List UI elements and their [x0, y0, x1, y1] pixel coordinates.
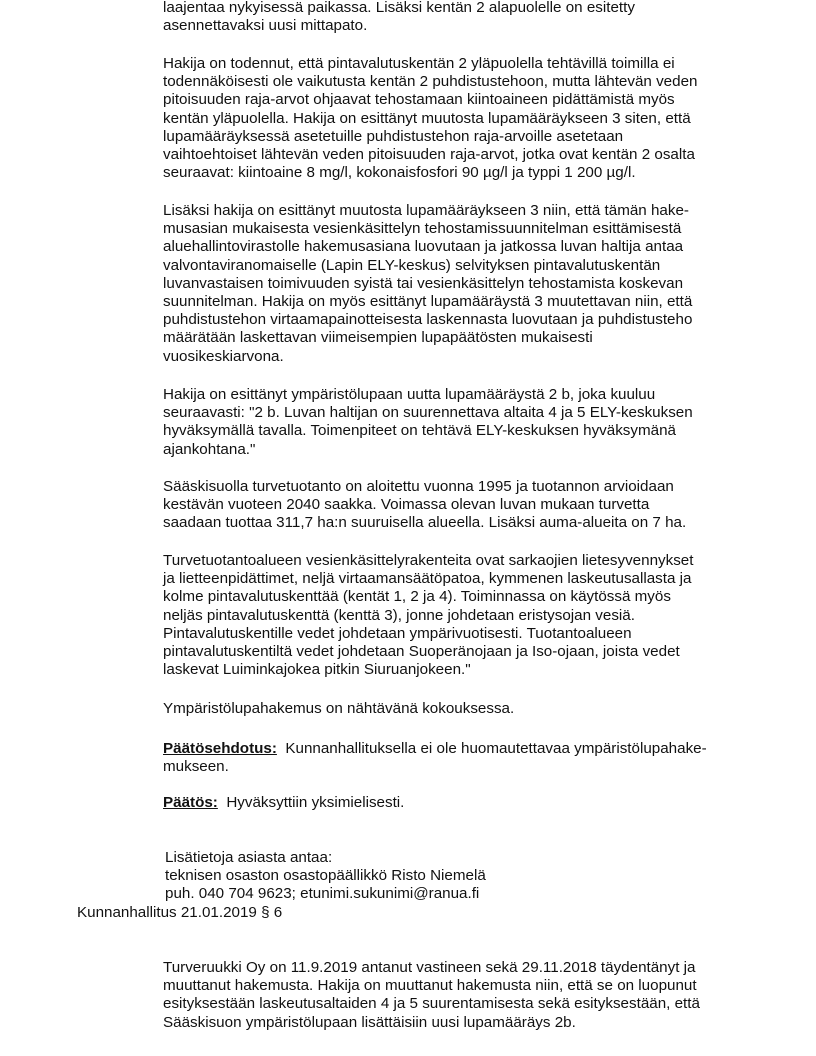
text-line: pintavalutuskentiltä vedet johdetaan Suoperänojaan ja Iso-ojaan, joista vedet [163, 643, 680, 661]
text-line [163, 794, 763, 812]
paragraph-raja-arvot [163, 55, 763, 182]
text-line: Turvetuotantoalueen vesienkäsittelyrakenteita ovat sarkaojien lietesyvennykset [163, 552, 694, 569]
text-line: Hakija on todennut, että pintavalutuskentän 2 yläpuolella tehtävillä toimilla ei [163, 55, 675, 72]
text-line: aluehallintovirastolle hakemusasiana luovutaan ja jatkossa luvan haltija antaa [163, 238, 684, 256]
text-line: vuosikeskiarvona. [163, 347, 284, 365]
text-line: Pintavalutuskentille vedet johdetaan ympärivuotisesti. Tuotantoalueen [163, 624, 632, 642]
paragraph-lupamaarays-3 [163, 202, 763, 366]
decision [163, 794, 763, 812]
text-line: seuraavat: kiintoaine 8 mg/l, kokonaisfosfori 90 µg/l ja typpi 1 200 µg/l. [163, 164, 636, 182]
text-line: Sääskisuon ympäristölupaan lisättäisiin uusi lupamääräys 2b. [163, 1013, 576, 1031]
text-line: kentän yläpuolella. Hakija on esittänyt muutosta lupamääräykseen 3 siten, että [163, 109, 691, 127]
text-line: Ympäristölupahakemus on nähtävänä kokouksessa. [163, 700, 515, 717]
text-line: neljäs pintavalutuskenttä (kenttä 3), jonne johdetaan eristysojan vesiä. [163, 606, 635, 624]
proposal-text: Kunnanhallituksella ei ole huomautettavaa ympäristölupahake- [285, 740, 707, 757]
decision-text: Hyväksyttiin yksimielisesti. [226, 794, 405, 811]
paragraph-nahtavana [163, 700, 763, 718]
text-line: Sääskisuolla turvetuotanto on aloitettu vuonna 1995 ja tuotannon arvioidaan [163, 478, 674, 495]
contact-intro: Lisätietoja asiasta antaa: [165, 849, 333, 866]
proposal-label: Päätösehdotus: [163, 740, 277, 757]
paragraph-turvetuotanto [163, 478, 763, 533]
text-line: musasian mukaisesta vesienkäsittelyn tehostamissuunnitelman esittämisestä [163, 220, 682, 238]
text-line: hyväksymällä tavalla. Toimenpiteet on tehtävä ELY-keskuksen hyväksymänä [163, 422, 676, 440]
paragraph-lupamaarays-2b [163, 386, 763, 459]
text-line: määrätään laskettavan viimeisempien lupapäätösten mukaisesti [163, 329, 593, 347]
decision-proposal [163, 740, 763, 776]
meeting-header [77, 904, 282, 922]
contact-details: puh. 040 704 9623; etunimi.sukunimi@ranua.fi [165, 885, 480, 903]
text-line: saadaan tuottaa 311,7 ha:n suuruisella alueella. Lisäksi auma-alueita on 7 ha. [163, 514, 687, 532]
paragraph-vastine [163, 959, 763, 1032]
text-line: mukseen. [163, 758, 229, 776]
decision-label: Päätös: [163, 794, 218, 811]
paragraph-mittapato [163, 0, 763, 35]
text-line: pitoisuuden raja-arvot ohjaavat tehostamaan kiintoaineen pidättämistä myös [163, 91, 675, 109]
text-line [163, 740, 763, 758]
text-line: kolme pintavalutuskenttää (kentät 1, 2 ja 4). Toiminnassa on käytössä myös [163, 588, 671, 606]
text-line: laajentaa nykyisessä paikassa. Lisäksi kentän 2 alapuolelle on esitetty [163, 0, 635, 16]
text-line: ajankohtana." [163, 440, 256, 458]
text-line: Lisäksi hakija on esittänyt muutosta lupamääräykseen 3 niin, että tämän hake- [163, 202, 689, 219]
paragraph-vesienkasittely [163, 552, 763, 679]
text-line: Hakija on esittänyt ympäristölupaan uutta lupamääräystä 2 b, joka kuuluu [163, 386, 656, 403]
text-line: ja lietteenpidättimet, neljä virtaamansäätöpatoa, kymmenen laskeutusallasta ja [163, 570, 692, 588]
text-line: puhdistustehon virtaamapainotteisesta laskennasta luovutaan ja puhdistusteho [163, 311, 693, 329]
text-line: muuttanut hakemusta. Hakija on muuttanut hakemusta niin, että se on luopunut [163, 977, 697, 995]
text-line: seuraavasti: "2 b. Luvan haltijan on suurennettava altaita 4 ja 5 ELY-keskuksen [163, 404, 693, 422]
meeting-title: Kunnanhallitus 21.01.2019 § 6 [77, 904, 283, 921]
text-line: luvanvastaisen toimivuuden syistä tai vesienkäsittelyn tehostamista koskevan [163, 274, 684, 292]
text-line: vaihtoehtoiset lähtevän veden pitoisuuden raja-arvot, jotka ovat kentän 2 osalta [163, 146, 695, 164]
text-line: lupamääräyksessä asetetuille puhdistustehon raja-arvoille asetetaan [163, 127, 624, 145]
text-line: kestävän vuoteen 2040 saakka. Voimassa olevan luvan mukaan turvetta [163, 496, 650, 514]
text-line: Turveruukki Oy on 11.9.2019 antanut vastineen sekä 29.11.2018 täydentänyt ja [163, 959, 696, 976]
text-line: esityksestään laskeutusaltaiden 4 ja 5 suurentamisesta sekä esityksestään, että [163, 995, 700, 1013]
text-line: valvontaviranomaiselle (Lapin ELY-keskus) selvityksen pintavalutuskentän [163, 256, 661, 274]
contact-person: teknisen osaston osastopäällikkö Risto Niemelä [165, 867, 486, 885]
text-line: todennäköisesti ole vaikutusta kentän 2 puhdistustehoon, mutta lähtevän veden [163, 73, 698, 91]
text-line: laskevat Luiminkajokea pitkin Siuruanjokeen." [163, 661, 471, 679]
contact-info [165, 849, 486, 904]
text-line: asennettavaksi uusi mittapato. [163, 17, 368, 35]
text-line: suunnitelman. Hakija on myös esittänyt lupamääräystä 3 muutettavan niin, että [163, 293, 693, 311]
